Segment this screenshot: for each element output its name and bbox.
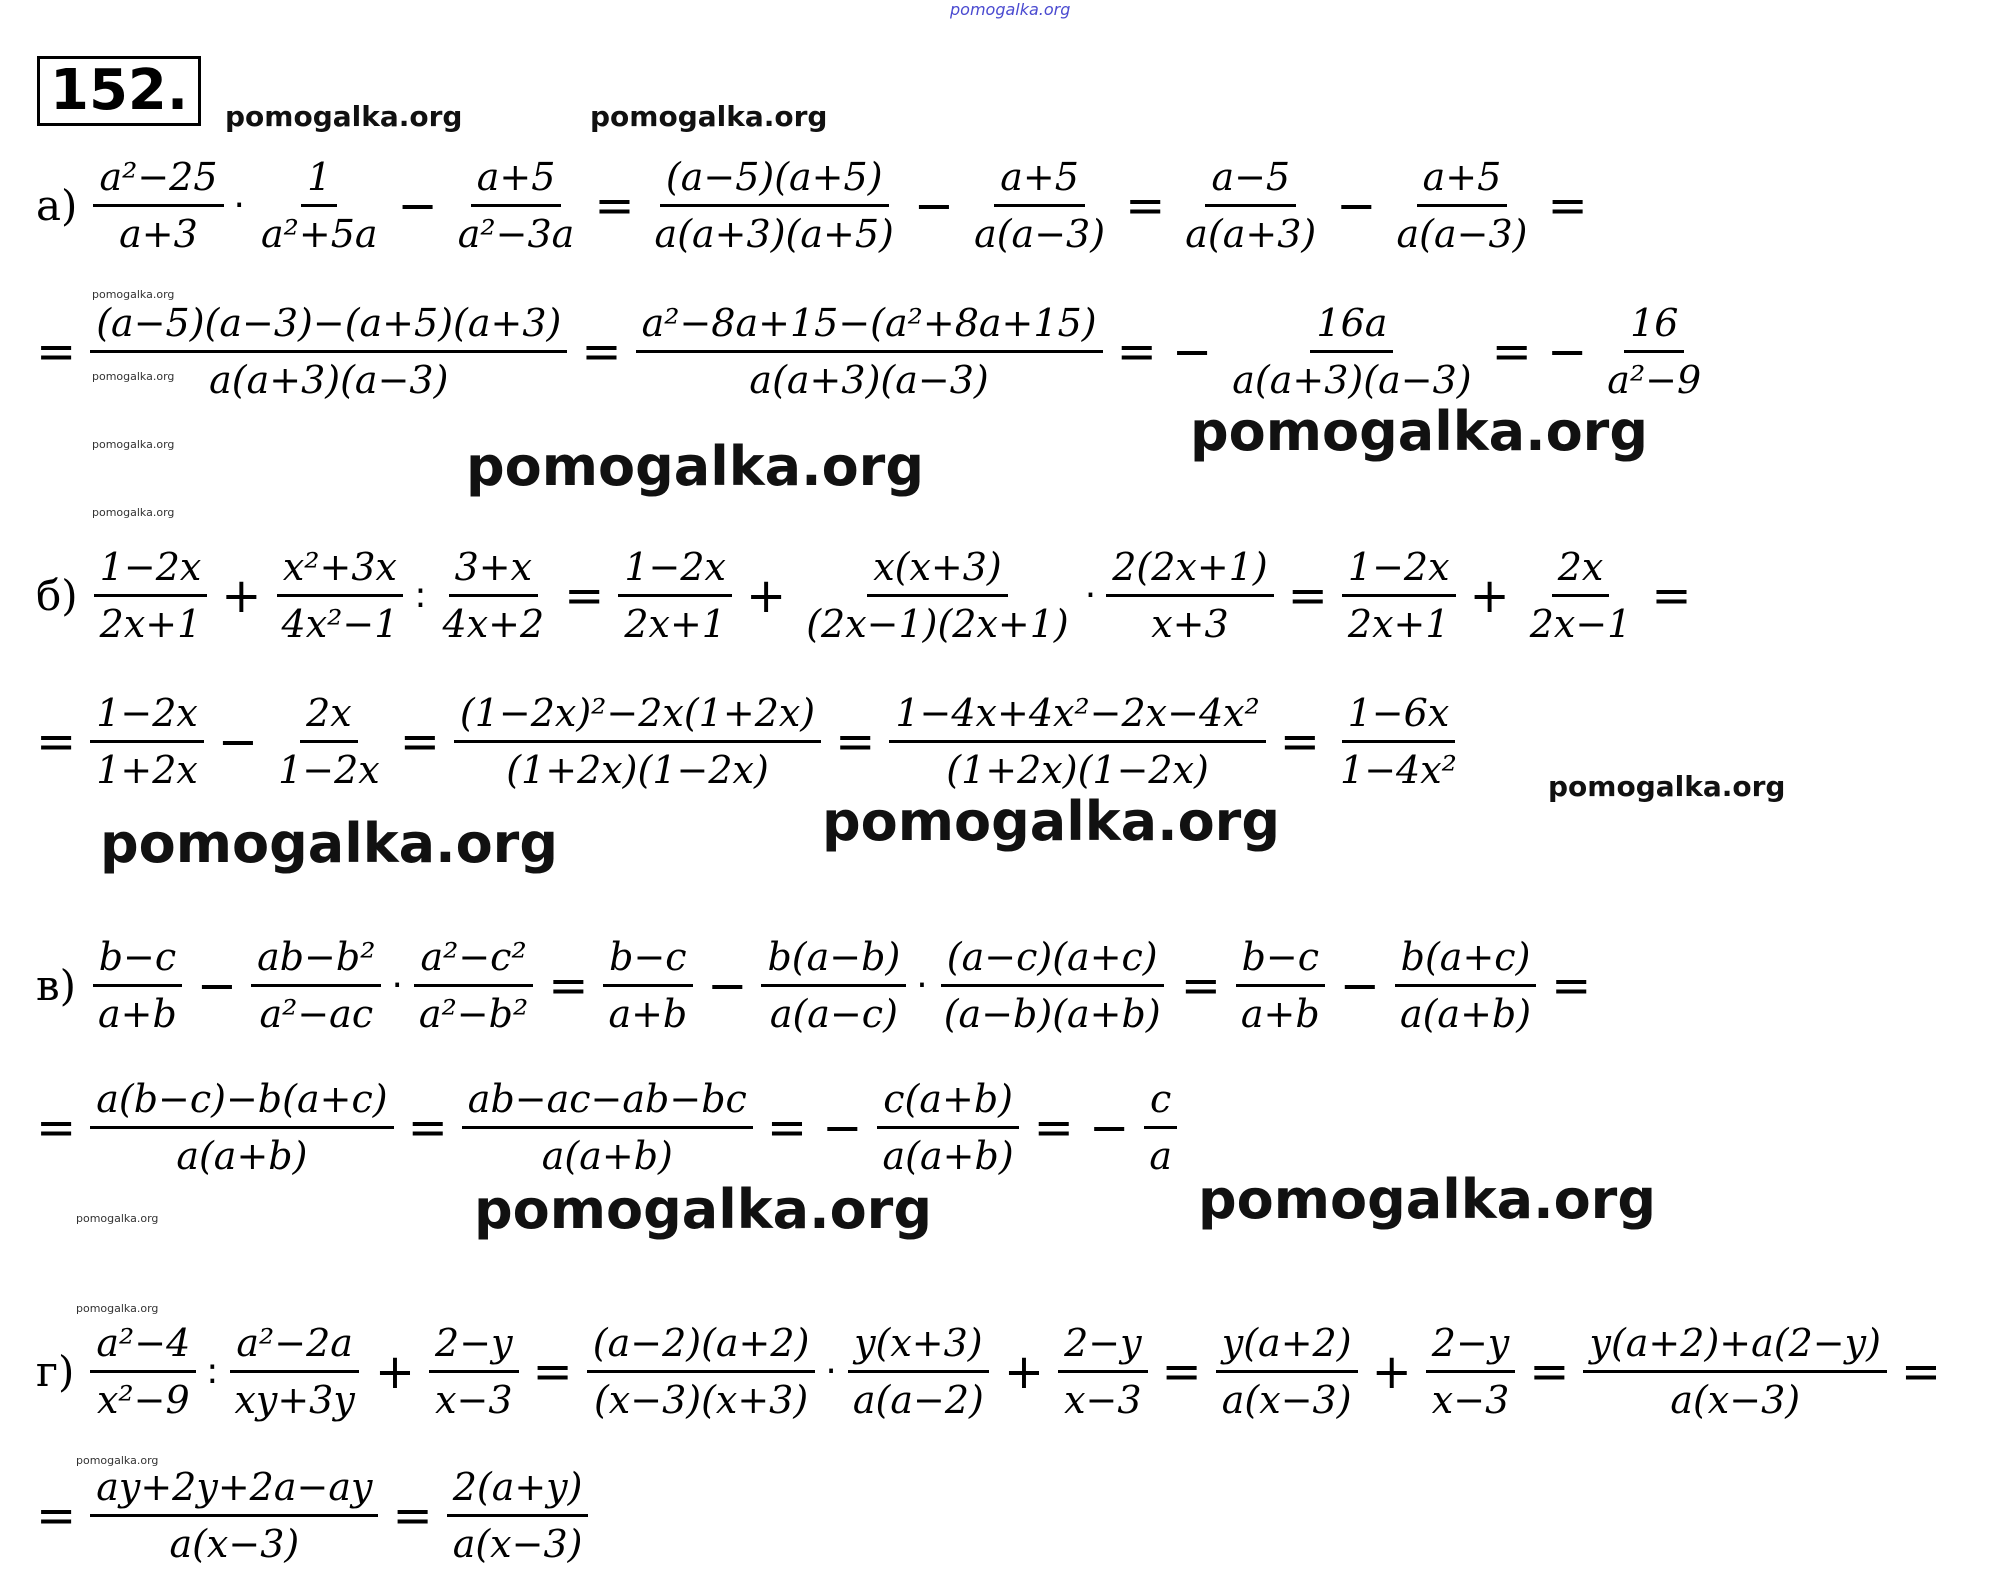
- operator: +: [1003, 1343, 1045, 1400]
- operator: −: [196, 957, 238, 1014]
- equals: =: [532, 1343, 573, 1400]
- denominator: a²−ac: [259, 992, 374, 1036]
- operator: :: [206, 1351, 219, 1392]
- numerator: 1−4x+4x²−2x−4x²: [889, 686, 1265, 743]
- fraction: [649, 150, 900, 261]
- numerator: a²−25: [93, 150, 223, 207]
- part-a-line-1: [36, 150, 1596, 261]
- denominator: 1−4x²: [1340, 748, 1457, 792]
- operator: −: [707, 957, 748, 1014]
- fraction: [454, 686, 821, 797]
- equals: =: [835, 713, 876, 770]
- numerator: b−c: [603, 930, 692, 987]
- equals: =: [36, 713, 77, 770]
- fraction: [90, 1316, 196, 1427]
- fraction: [90, 1460, 378, 1571]
- fraction: [94, 540, 208, 651]
- operator: −: [397, 177, 438, 234]
- numerator: a+5: [1417, 150, 1508, 207]
- operator: +: [745, 567, 787, 624]
- watermark-tiny: pomogalka.org: [76, 1454, 159, 1467]
- numerator: 2(a+y): [447, 1460, 589, 1517]
- fraction: [92, 930, 183, 1041]
- fraction: [452, 150, 581, 261]
- denominator: a²−b²: [418, 992, 529, 1036]
- equals: =: [1180, 957, 1221, 1014]
- numerator: 2x: [300, 686, 358, 743]
- numerator: 1−2x: [1342, 540, 1456, 597]
- denominator: (a−b)(a+b): [943, 992, 1161, 1036]
- watermark: pomogalka.org: [1190, 400, 1648, 463]
- numerator: ab−b²: [251, 930, 381, 987]
- numerator: y(a+2): [1216, 1316, 1358, 1373]
- numerator: c: [1144, 1072, 1177, 1129]
- equals: =: [1551, 957, 1592, 1014]
- fraction: [255, 150, 384, 261]
- fraction: [251, 930, 381, 1041]
- denominator: 1−2x: [278, 748, 380, 792]
- denominator: a: [1149, 1134, 1173, 1178]
- equals: =: [1279, 713, 1321, 770]
- watermark: pomogalka.org: [822, 790, 1280, 853]
- part-v-line-2: [36, 1072, 1184, 1183]
- fraction: [1216, 1316, 1358, 1427]
- fraction: [877, 1072, 1020, 1183]
- part-b-line-2: [36, 686, 1469, 797]
- fraction: [1334, 686, 1463, 797]
- equals: =: [399, 713, 440, 770]
- numerator: ay+2y+2a−ay: [90, 1460, 378, 1517]
- equals: = −: [1033, 1099, 1130, 1156]
- operator: +: [1371, 1343, 1412, 1400]
- numerator: a−5: [1205, 150, 1296, 207]
- numerator: y(x+3): [848, 1316, 989, 1373]
- equals: =: [581, 323, 622, 380]
- numerator: a²−8a+15−(a²+8a+15): [636, 296, 1103, 353]
- operator: ·: [825, 1351, 837, 1392]
- fraction: [1342, 540, 1456, 651]
- denominator: a(a+b): [541, 1134, 673, 1178]
- operator: ·: [391, 965, 403, 1006]
- problem-number: 152.: [37, 56, 201, 126]
- operator: +: [221, 567, 262, 624]
- numerator: ab−ac−ab−bc: [462, 1072, 753, 1129]
- equals: = −: [766, 1099, 863, 1156]
- denominator: a(a+3)(a−3): [1232, 358, 1472, 402]
- numerator: 2(2x+1): [1106, 540, 1273, 597]
- fraction: [429, 1316, 518, 1427]
- denominator: a(x−3): [1221, 1378, 1352, 1422]
- watermark-tiny: pomogalka.org: [92, 370, 175, 383]
- watermark: pomogalka.org: [225, 100, 463, 133]
- denominator: a(x−3): [169, 1522, 300, 1566]
- equals: =: [594, 177, 635, 234]
- fraction: [462, 1072, 753, 1183]
- part-a-line-2: [36, 296, 1713, 407]
- fraction: [847, 1316, 990, 1427]
- equals: =: [392, 1487, 433, 1544]
- watermark-tiny: pomogalka.org: [92, 506, 175, 519]
- numerator: (a−5)(a−3)−(a+5)(a+3): [90, 296, 567, 353]
- denominator: a(a+3): [1185, 212, 1317, 256]
- denominator: a(a−c): [769, 992, 898, 1036]
- fraction: [889, 686, 1265, 797]
- denominator: 4x²−1: [281, 602, 399, 646]
- operator: ·: [1084, 575, 1097, 616]
- equals: = −: [1116, 323, 1213, 380]
- numerator: a²−2a: [230, 1316, 359, 1373]
- equals: =: [407, 1099, 448, 1156]
- numerator: a(b−c)−b(a+c): [90, 1072, 393, 1129]
- numerator: 16: [1624, 296, 1684, 353]
- fraction: [800, 540, 1075, 651]
- denominator: x−3: [1064, 1378, 1142, 1422]
- fraction: [90, 686, 204, 797]
- numerator: a+5: [471, 150, 562, 207]
- part-v-line-1: [36, 930, 1599, 1041]
- denominator: a(x−3): [452, 1522, 583, 1566]
- fraction: [1394, 930, 1537, 1041]
- numerator: 16a: [1310, 296, 1393, 353]
- fraction: [761, 930, 906, 1041]
- equals: =: [1161, 1343, 1202, 1400]
- denominator: (1+2x)(1−2x): [506, 748, 769, 792]
- denominator: 2x+1: [624, 602, 726, 646]
- numerator: (a−2)(a+2): [587, 1316, 816, 1373]
- denominator: a²−3a: [457, 212, 575, 256]
- numerator: a²−4: [90, 1316, 196, 1373]
- equals: =: [1651, 567, 1692, 624]
- equals: =: [36, 1099, 77, 1156]
- fraction: [938, 930, 1167, 1041]
- equals: =: [1900, 1343, 1942, 1400]
- denominator: 4x+2: [442, 602, 545, 646]
- numerator: b−c: [93, 930, 182, 987]
- watermark-tiny: pomogalka.org: [76, 1212, 159, 1225]
- denominator: a+b: [608, 992, 688, 1036]
- operator: −: [217, 713, 259, 770]
- denominator: a²+5a: [260, 212, 378, 256]
- denominator: 1+2x: [96, 748, 198, 792]
- denominator: (1+2x)(1−2x): [946, 748, 1209, 792]
- equals: =: [1287, 567, 1328, 624]
- fraction: [618, 540, 732, 651]
- numerator: x(x+3): [867, 540, 1008, 597]
- numerator: c(a+b): [877, 1072, 1019, 1129]
- part-g-line-2: [36, 1460, 594, 1571]
- equals: = −: [1491, 323, 1588, 380]
- denominator: a(a−2): [852, 1378, 984, 1422]
- fraction: [1390, 150, 1533, 261]
- fraction: [1226, 296, 1477, 407]
- operator: −: [1339, 957, 1380, 1014]
- watermark: pomogalka.org: [466, 435, 924, 498]
- denominator: a(a+3)(a+5): [654, 212, 894, 256]
- equals: =: [1547, 177, 1588, 234]
- operator: +: [1469, 567, 1510, 624]
- watermark: pomogalka.org: [590, 100, 828, 133]
- operator: −: [1336, 177, 1377, 234]
- denominator: 2x+1: [1347, 602, 1450, 646]
- equals: =: [36, 1487, 77, 1544]
- fraction: [437, 540, 551, 651]
- denominator: a+3: [119, 212, 198, 256]
- watermark-tiny: pomogalka.org: [76, 1302, 159, 1315]
- fraction: [1524, 540, 1638, 651]
- denominator: a²−9: [1607, 358, 1702, 402]
- denominator: a(a+3)(a−3): [209, 358, 449, 402]
- numerator: 1−2x: [90, 686, 204, 743]
- denominator: (x−3)(x+3): [593, 1378, 809, 1422]
- numerator: 3+x: [449, 540, 538, 597]
- fraction: [276, 540, 405, 651]
- numerator: b(a−b): [761, 930, 906, 987]
- numerator: 2x: [1552, 540, 1610, 597]
- denominator: a(a−3): [974, 212, 1106, 256]
- denominator: 2x−1: [1529, 602, 1632, 646]
- watermark: pomogalka.org: [1198, 1168, 1656, 1231]
- denominator: x+3: [1151, 602, 1229, 646]
- denominator: x−3: [1431, 1378, 1510, 1422]
- denominator: x²−9: [97, 1378, 190, 1422]
- equals: =: [36, 323, 77, 380]
- equals: =: [1125, 177, 1166, 234]
- fraction: [1058, 1316, 1147, 1427]
- fraction: [1179, 150, 1322, 261]
- denominator: a(a+b): [882, 1134, 1014, 1178]
- equals: =: [564, 567, 605, 624]
- numerator: y(a+2)+a(2−y): [1583, 1316, 1886, 1373]
- numerator: 2−y: [429, 1316, 518, 1373]
- operator: +: [374, 1343, 416, 1400]
- fraction: [228, 1316, 360, 1427]
- operator: ·: [916, 965, 928, 1006]
- operator: −: [913, 177, 955, 234]
- numerator: 1−6x: [1342, 686, 1456, 743]
- numerator: 2−y: [1058, 1316, 1147, 1373]
- numerator: (a−5)(a+5): [660, 150, 889, 207]
- fraction: [413, 930, 534, 1041]
- fraction: [968, 150, 1111, 261]
- numerator: (a−c)(a+c): [941, 930, 1164, 987]
- fraction: [1143, 1072, 1178, 1183]
- fraction: [272, 686, 386, 797]
- denominator: a(a+b): [176, 1134, 308, 1178]
- watermark: pomogalka.org: [474, 1178, 932, 1241]
- denominator: a+b: [1240, 992, 1320, 1036]
- equals: =: [1529, 1343, 1570, 1400]
- numerator: 1: [301, 150, 337, 207]
- denominator: 2x+1: [99, 602, 202, 646]
- part-b-label: б): [36, 571, 78, 620]
- fraction: [1235, 930, 1326, 1041]
- equals: =: [548, 957, 589, 1014]
- numerator: (1−2x)²−2x(1+2x): [454, 686, 821, 743]
- numerator: 1−2x: [618, 540, 732, 597]
- fraction: [1426, 1316, 1515, 1427]
- denominator: xy+3y: [234, 1378, 355, 1422]
- fraction: [1583, 1316, 1886, 1427]
- numerator: 2−y: [1426, 1316, 1515, 1373]
- watermark-tiny: pomogalka.org: [92, 438, 175, 451]
- fraction: [636, 296, 1103, 407]
- operator: ·: [233, 185, 245, 226]
- numerator: x²+3x: [277, 540, 403, 597]
- part-g-line-1: [36, 1316, 1949, 1427]
- watermark: pomogalka.org: [100, 812, 558, 875]
- denominator: a(a−3): [1396, 212, 1528, 256]
- fraction: [447, 1460, 589, 1571]
- denominator: a(a+b): [1399, 992, 1532, 1036]
- fraction: [1601, 296, 1707, 407]
- numerator: b−c: [1236, 930, 1325, 987]
- fraction: [587, 1316, 816, 1427]
- part-a-label: а): [36, 181, 78, 230]
- denominator: a(a+3)(a−3): [749, 358, 989, 402]
- fraction: [93, 150, 223, 261]
- operator: :: [414, 575, 427, 616]
- numerator: a+5: [994, 150, 1085, 207]
- numerator: b(a+c): [1395, 930, 1537, 987]
- denominator: (2x−1)(2x+1): [806, 602, 1069, 646]
- denominator: x−3: [435, 1378, 513, 1422]
- fraction: [90, 1072, 393, 1183]
- part-b-line-1: [36, 540, 1700, 651]
- part-v-label: в): [36, 961, 77, 1010]
- watermark: pomogalka.org: [1548, 770, 1786, 803]
- watermark-tiny: pomogalka.org: [92, 288, 175, 301]
- numerator: a²−c²: [414, 930, 532, 987]
- fraction: [602, 930, 693, 1041]
- fraction: [1106, 540, 1273, 651]
- denominator: a+b: [98, 992, 177, 1036]
- part-g-label: г): [36, 1347, 75, 1396]
- fraction: [90, 296, 567, 407]
- watermark-top: pomogalka.org: [950, 0, 1071, 19]
- numerator: 1−2x: [94, 540, 208, 597]
- denominator: a(x−3): [1670, 1378, 1801, 1422]
